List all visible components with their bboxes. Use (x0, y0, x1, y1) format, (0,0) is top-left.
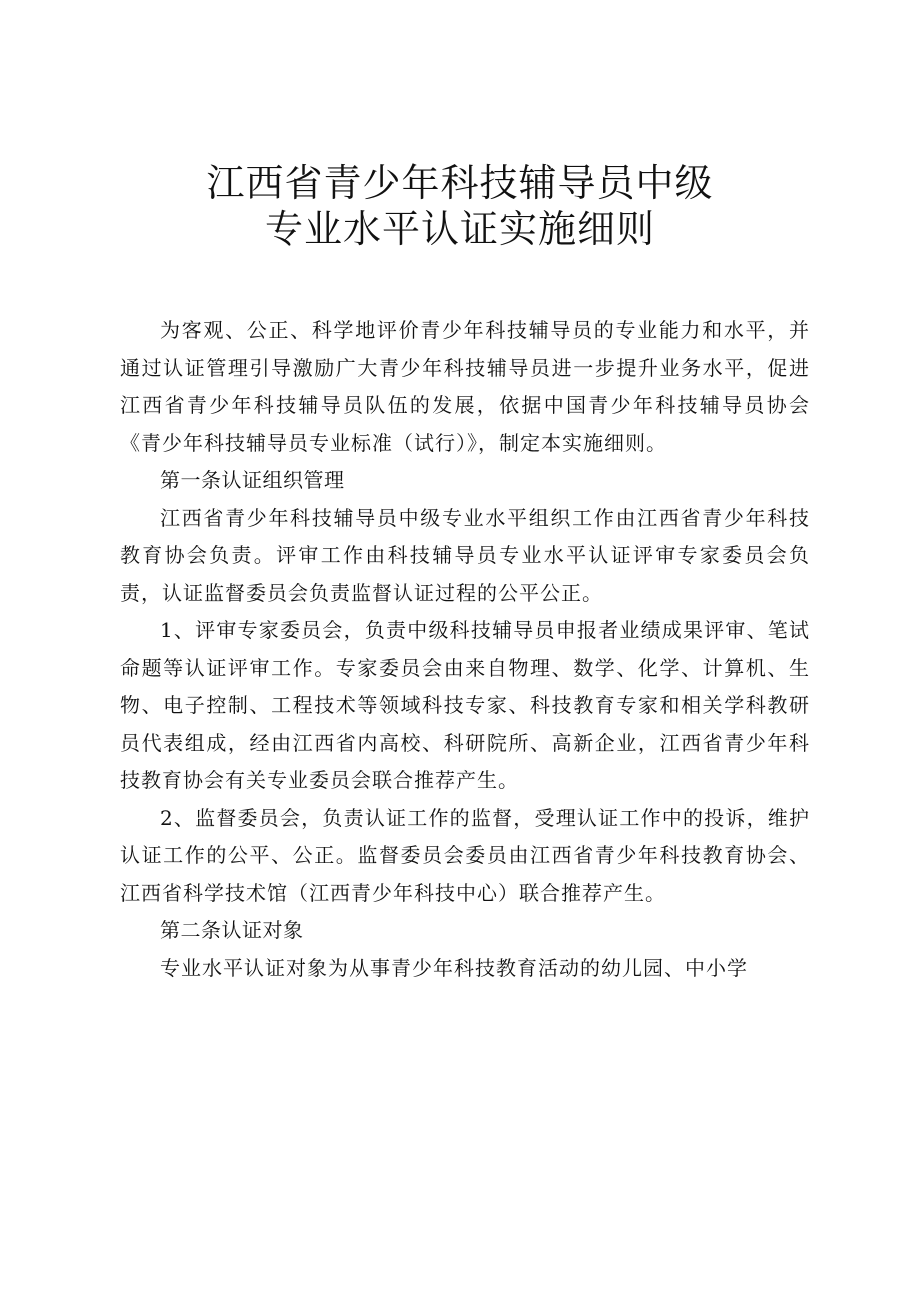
article-1-paragraph-2: 1、评审专家委员会，负责中级科技辅导员申报者业绩成果评审、笔试命题等认证评审工作。专家委员会由来自物理、数学、化学、计算机、生物、电子控制、工程技术等领域科技专家、科技教育专家和相关学科教研员代表组成，经由江西省内高校、科研院所、高新企业，江西省青少年科技教育协会有关专业委员会联合推荐产生。 (120, 618, 810, 792)
article-1-paragraph-3: 2、监督委员会，负责认证工作的监督，受理认证工作中的投诉，维护认证工作的公平、公正。监督委员会委员由江西省青少年科技教育协会、江西省科学技术馆（江西青少年科技中心）联合推荐产生。 (120, 805, 810, 905)
document-title (0, 160, 920, 252)
article-1-heading: 第一条认证组织管理 (160, 468, 345, 492)
article-1-paragraph-1: 江西省青少年科技辅导员中级专业水平组织工作由江西省青少年科技教育协会负责。评审工作由科技辅导员专业水平认证评审专家委员会负责，认证监督委员会负责监督认证过程的公平公正。 (120, 505, 810, 605)
title-line-1: 江西省青少年科技辅导员中级 (206, 161, 714, 205)
intro-paragraph: 为客观、公正、科学地评价青少年科技辅导员的专业能力和水平，并通过认证管理引导激励广大青少年科技辅导员进一步提升业务水平，促进江西省青少年科技辅导员队伍的发展，依据中国青少年科技辅导员协会《青少年科技辅导员专业标准（试行）》，制定本实施细则。 (120, 318, 810, 455)
article-2-paragraph-1: 专业水平认证对象为从事青少年科技教育活动的幼儿园、中小学 (160, 955, 748, 980)
title-line-2: 专业水平认证实施细则 (264, 207, 655, 251)
article-2-heading: 第二条认证对象 (160, 918, 304, 942)
document-body (120, 312, 810, 987)
